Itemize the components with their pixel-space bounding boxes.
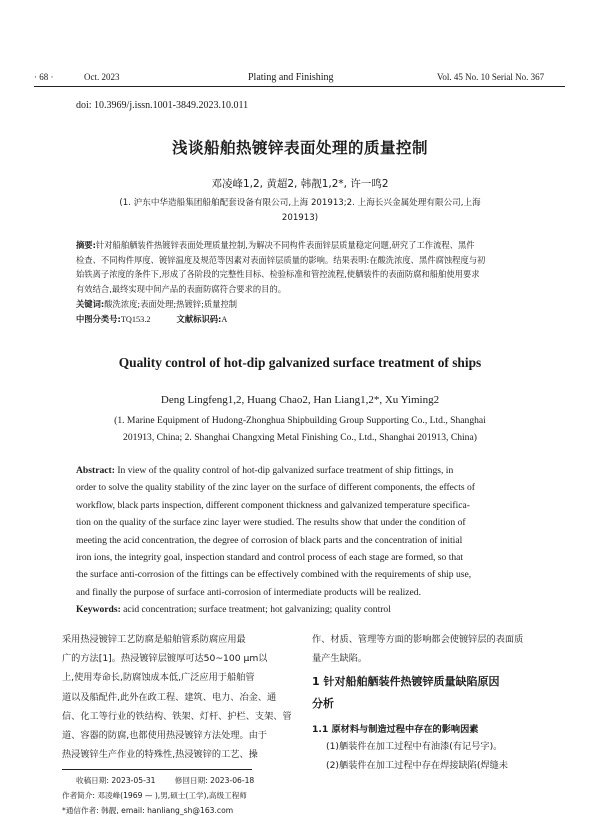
abstract-en-line: order to solve the quality stability of the zinc layer on the surface of different components, the effects of xyxy=(76,482,475,494)
abstract-cn-line: 针对船舶舾装件热镀锌表面处理质量控制,为解决不同构件表面锌层质量稳定问题,研究了工作流程、黑件 xyxy=(95,240,475,250)
keywords-en-text: acid concentration; surface treatment; hot galvanizing; quality control xyxy=(123,604,391,615)
doi: doi: 10.3969/j.issn.1001-3849.2023.10.011 xyxy=(76,100,249,111)
section-heading xyxy=(312,671,552,715)
volume-info: Vol. 45 No. 10 Serial No. 367 xyxy=(437,72,545,82)
body-line: 作、材质、管理等方面的影响都会使镀锌层的表面质 xyxy=(312,634,524,645)
keywords-en xyxy=(76,601,527,618)
body-line: 采用热浸镀锌工艺防腐是船舶管系防腐应用最 xyxy=(62,634,246,645)
abstract-en-line: tion on the quality of the surface zinc layer were studied. The results show that under the condition of xyxy=(76,517,466,529)
list-item: (1)舾装件在加工过程中有油漆(有记号字)。 xyxy=(326,741,503,752)
body-right-items xyxy=(326,737,546,775)
body-line: 广的方法[1]。热浸镀锌层镀厚可达50~100 μm以 xyxy=(62,653,268,665)
body-line: 热浸镀锌生产作业的特殊性,热浸镀锌的工艺、操 xyxy=(62,749,258,761)
authors-cn: 邓凌峰1,2, 黄超2, 韩靓1,2*, 许一鸣2 xyxy=(211,178,389,190)
authors-en: Deng Lingfeng1,2, Huang Chao2, Han Liang1,2*, Xu Yiming2 xyxy=(160,394,440,406)
footnote-author-bio: 作者简介: 邓凌峰(1969 — ),男,硕士(工学),高级工程师 xyxy=(62,791,247,800)
doc-code-label: 文献标识码: xyxy=(176,314,222,324)
abstract-cn-line: 始铁离子浓度的条件下,形成了各阶段的完整性目标、检验标准和管控流程,使舾装件的表面防腐和船舶使用要求 xyxy=(76,269,480,280)
abstract-cn-line: 检查、不同构件厚度、镀锌温度及规范等因素对表面锌层质量的影响。结果表明:在酸洗浓度、黑件腐蚀程度与初 xyxy=(76,254,486,265)
section-heading-line: 分析 xyxy=(312,697,334,710)
body-line: 信、化工等行业的铁结构、铁架、灯杆、护栏、支架、管 xyxy=(62,710,292,722)
doc-code-value: A xyxy=(221,315,228,324)
footnote-dates: 收稿日期: 2023-05-31 修回日期: 2023-06-18 xyxy=(76,776,255,785)
abstract-en-line: the surface anti-corrosion of the fittings can be effectively combined with the requirements of ship use, xyxy=(76,569,472,581)
abstract-en-label: Abstract: xyxy=(76,465,115,476)
abstract-cn-label: 摘要: xyxy=(76,240,96,250)
abstract-cn-line: 有效结合,最终实现中间产品的表面防腐符合要求的目的。 xyxy=(76,283,287,294)
journal-name: Plating and Finishing xyxy=(248,72,334,83)
affiliation-en-line-2: 201913, China; 2. Shanghai Changxing Metal Finishing Co., Ltd., Shanghai 201913, China) xyxy=(123,432,477,443)
body-line: 上,使用寿命长,防腐蚀成本低,广泛应用于船舶管 xyxy=(62,672,255,684)
keywords-cn xyxy=(76,297,526,312)
affiliation-cn-line-1: (1. 沪东中华造船集团船舶配套设备有限公司,上海 201913;2. 上海长兴金属处理有限公司,上海 xyxy=(119,198,481,208)
keywords-cn-text: 酸洗浓度;表面处理;热镀锌;质量控制 xyxy=(104,299,238,309)
subsection-heading: 1.1 原材料与制造过程中存在的影响因素 xyxy=(312,724,479,735)
abstract-en-line: and finally the purpose of surface anti-corrosion of intermediate products will be realized. xyxy=(76,586,421,598)
affiliation-en-line-1: (1. Marine Equipment of Hudong-Zhonghua Shipbuilding Group Supporting Co., Ltd., Shanghai xyxy=(114,415,486,426)
keywords-en-label: Keywords: xyxy=(76,604,121,615)
affiliation-cn-line-2: 201913) xyxy=(281,213,319,223)
keywords-cn-label: 关键词: xyxy=(76,299,105,309)
body-left-column xyxy=(62,630,298,764)
classification-cn xyxy=(76,312,526,328)
footnote-rule xyxy=(62,769,252,770)
abstract-en-line: iron ions, the integrity goal, inspection standard and control process of each stage are formed, so that xyxy=(76,552,464,564)
abstract-en-line: In view of the quality control of hot-dip galvanized surface treatment of ship fittings, in xyxy=(117,465,454,476)
abstract-en xyxy=(76,462,527,601)
header-rule xyxy=(34,86,565,87)
title-cn: 浅谈船舶热镀锌表面处理的质量控制 xyxy=(171,139,428,157)
issue-date: Oct. 2023 xyxy=(84,72,120,82)
footnote-corresponding: *通信作者: 韩靓, email: hanliang_sh@163.com xyxy=(62,806,234,815)
body-right-column xyxy=(312,630,546,668)
clc-value: TQ153.2 xyxy=(120,315,151,324)
abstract-en-line: meeting the acid concentration, the degree of corrosion of black parts and the concentration of initial xyxy=(76,534,463,546)
title-en: Quality control of hot-dip galvanized surface treatment of ships xyxy=(118,355,482,370)
body-line: 道以及船配件,此外在政工程、建筑、电力、冶金、通 xyxy=(62,691,277,703)
section-heading-line: 1 针对船舶舾装件热镀锌质量缺陷原因 xyxy=(312,675,500,688)
page-number: · 68 · xyxy=(34,72,54,82)
body-line: 道、容器的防腐,也都使用热浸镀锌方法处理。由于 xyxy=(62,730,268,742)
abstract-en-line: workflow, black parts inspection, different component thickness and galvanized temperature specifica- xyxy=(76,499,470,511)
clc-label: 中图分类号: xyxy=(76,314,121,324)
body-line: 量产生缺陷。 xyxy=(312,653,368,665)
list-item: (2)舾装件在加工过程中存在焊接缺陷(焊缝未 xyxy=(326,760,508,772)
abstract-cn xyxy=(76,238,526,296)
